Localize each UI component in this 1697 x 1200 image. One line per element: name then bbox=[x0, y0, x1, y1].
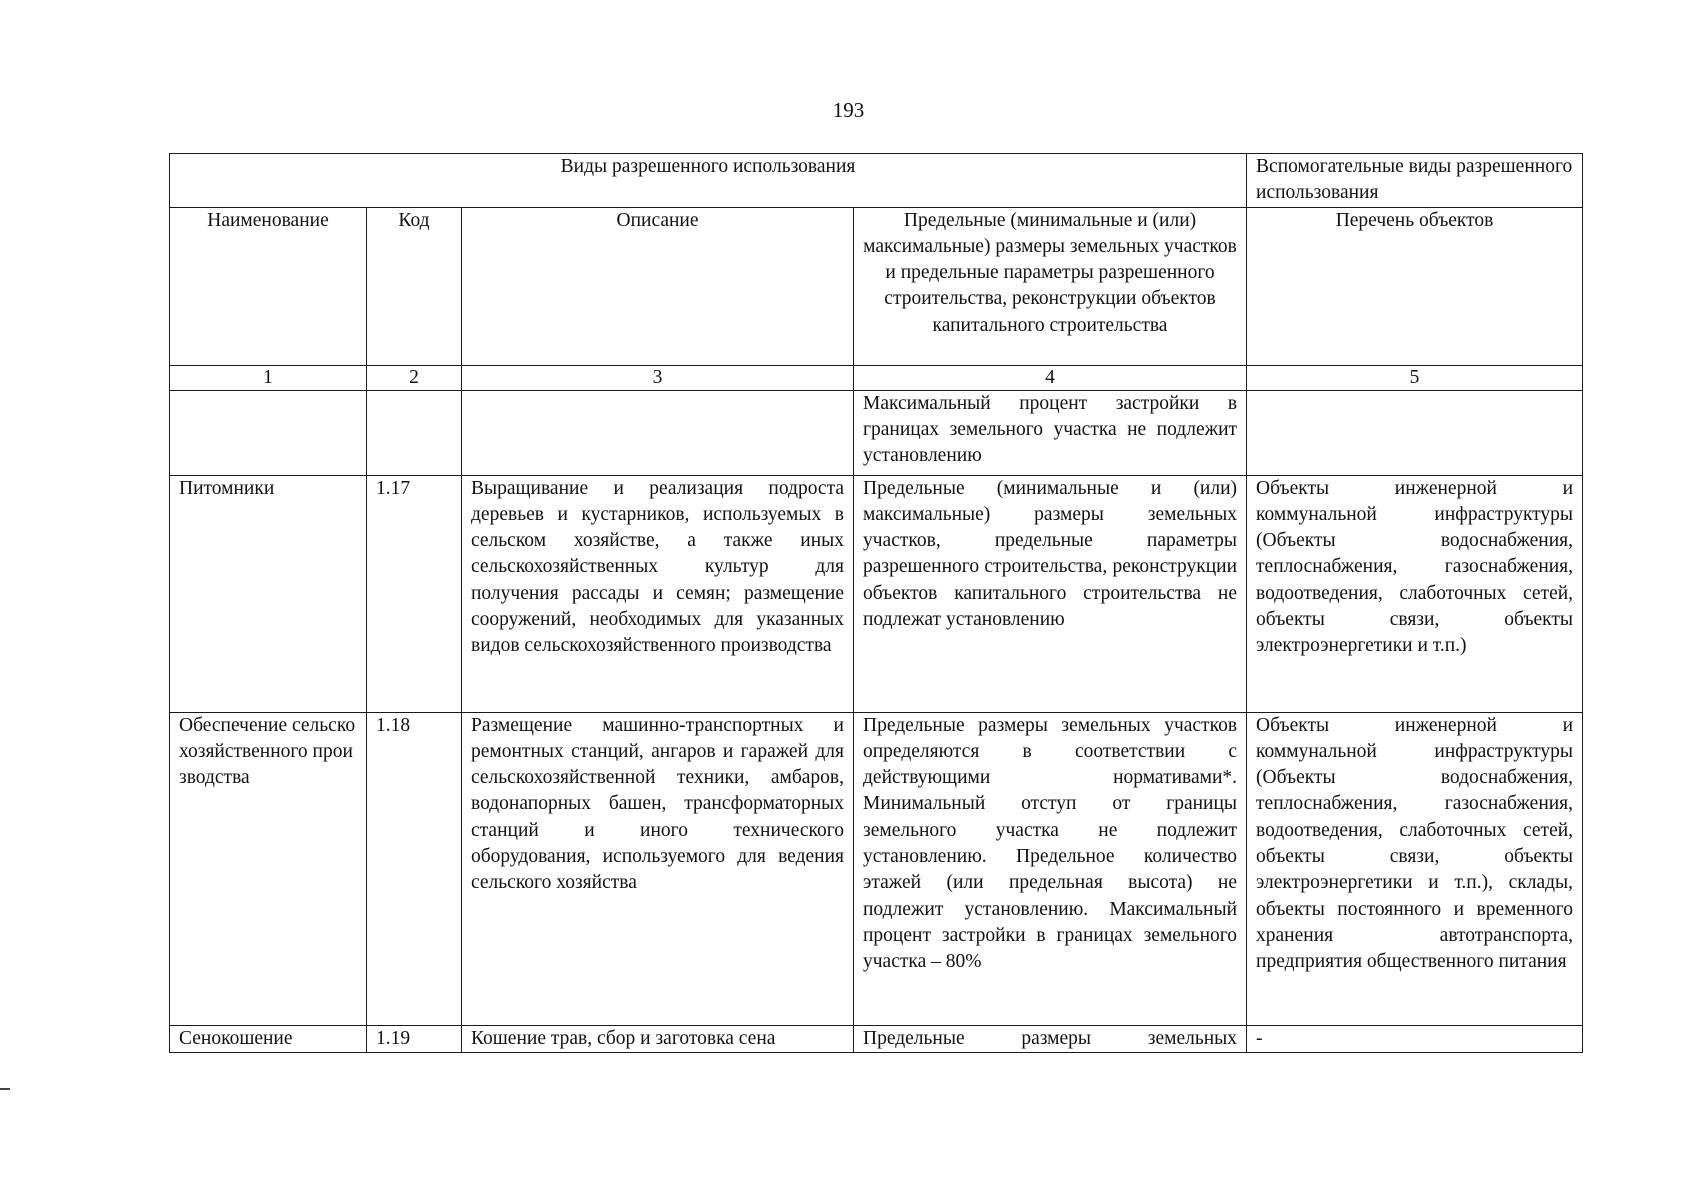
header-main-cell bbox=[170, 154, 1247, 208]
row-desc-text: Выращивание и реализация подроста деревьев и кустарников, используемых в сельском хозяйстве, а также иных сельскохозяйственных культур для получения рассады и семян; размещение сооружений, необходимых для указанных видов сельскохозяйственного производства bbox=[471, 477, 844, 657]
table-row bbox=[170, 390, 1583, 475]
header-aux: Вспомогательные виды разрешенного использования bbox=[1256, 156, 1573, 204]
col-code-header: Код bbox=[367, 207, 462, 365]
col-number-1: 1 bbox=[170, 365, 367, 390]
column-number-row bbox=[170, 365, 1583, 390]
row-objects-text: Объекты инженерной и коммунальной инфраструктуры (Объекты водоснабжения, теплоснабжения, газоснабжения, водоотведения, слаботочных сетей, объекты связи, объекты электроэнергетики и т.п.), склады, объекты постоянного и временного хранения автотранспорта, предприятия общественного питания bbox=[1256, 714, 1574, 973]
col-number-2: 2 bbox=[367, 365, 462, 390]
row-desc-text: Размещение машинно-транспортных и ремонтных станций, ангаров и гаражей для сельскохозяйственной техники, амбаров, водонапорных башен, трансформаторных станций и иного технического оборудования, используемого для ведения сельского хозяйства bbox=[471, 714, 844, 894]
table-row bbox=[170, 1025, 1583, 1052]
row-objects bbox=[1247, 475, 1583, 712]
row-objects-text: Объекты инженерной и коммунальной инфраструктуры (Объекты водоснабжения, теплоснабжения, газоснабжения, водоотведения, слаботочных сетей, объекты связи, объекты электроэнергетики и т.п.) bbox=[1256, 477, 1574, 657]
table-column-header-row bbox=[170, 207, 1583, 365]
row-params bbox=[854, 390, 1247, 475]
row-desc bbox=[462, 390, 854, 475]
row-desc bbox=[462, 712, 854, 1025]
table-row bbox=[170, 475, 1583, 712]
row-code bbox=[367, 390, 462, 475]
col-number-3: 3 bbox=[462, 365, 854, 390]
header-main: Виды разрешенного использования bbox=[560, 156, 856, 177]
row-name: Сенокошение bbox=[170, 1025, 367, 1052]
row-code: 1.17 bbox=[367, 475, 462, 712]
row-code: 1.19 bbox=[367, 1025, 462, 1052]
col-number-4: 4 bbox=[854, 365, 1247, 390]
col-params-header: Предельные (минимальные и (или) максимальные) размеры земельных участков и предельные параметры разрешенного строительства, реконструкции объектов капитального строительства bbox=[854, 207, 1247, 365]
row-objects bbox=[1247, 712, 1583, 1025]
col-name-header: Наименование bbox=[170, 207, 367, 365]
page-number: 193 bbox=[832, 98, 865, 122]
row-params-text: Предельные размеры земельных участков определяются в соответствии с действующими нормативами*. Минимальный отступ от границы земельного участка не подлежит установлению. Предельное количество этажей (или предельная высота) не подлежит установлению. Максимальный процент застройки в границах земельного участка – 80% bbox=[863, 714, 1238, 973]
row-objects: - bbox=[1247, 1025, 1583, 1052]
row-params-text: Максимальный процент застройки в границах земельного участка не подлежит установлению bbox=[863, 392, 1238, 467]
row-params-text: Предельные размеры земельных bbox=[863, 1027, 1238, 1049]
row-params bbox=[854, 1025, 1247, 1052]
row-name: Питомники bbox=[170, 475, 367, 712]
row-desc bbox=[462, 475, 854, 712]
row-objects bbox=[1247, 390, 1583, 475]
row-params bbox=[854, 712, 1247, 1025]
row-params-text: Предельные (минимальные и (или) максимальные) размеры земельных участков, предельные параметры разрешенного строительства, реконструкции объектов капитального строительства не подлежат установлению bbox=[863, 477, 1238, 631]
row-desc: Кошение трав, сбор и заготовка сена bbox=[462, 1025, 854, 1052]
row-name bbox=[170, 712, 367, 1025]
row-name bbox=[170, 390, 367, 475]
table-row bbox=[170, 712, 1583, 1025]
row-params bbox=[854, 475, 1247, 712]
header-aux-cell bbox=[1247, 154, 1583, 208]
scan-margin-mark bbox=[0, 1088, 10, 1090]
land-use-table bbox=[169, 153, 1583, 1053]
col-objects-header: Перечень объектов bbox=[1247, 207, 1583, 365]
col-desc-header: Описание bbox=[462, 207, 854, 365]
row-code: 1.18 bbox=[367, 712, 462, 1025]
table-header-group-row bbox=[170, 154, 1583, 208]
col-number-5: 5 bbox=[1247, 365, 1583, 390]
row-name-text: Обеспечение сельскохозяйственного производства bbox=[179, 714, 356, 789]
